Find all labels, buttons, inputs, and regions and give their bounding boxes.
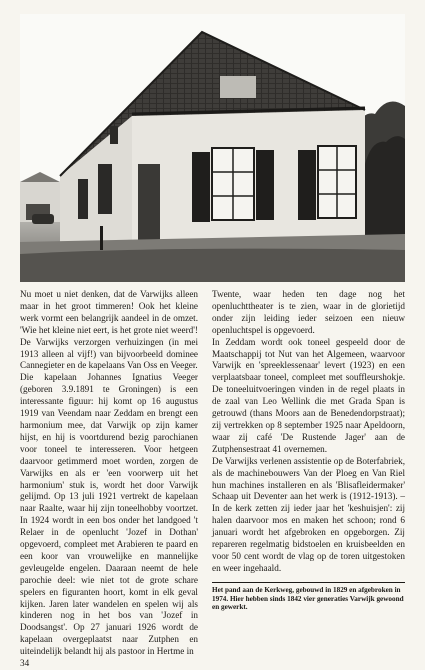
right-text-column xyxy=(212,289,405,575)
left-text-column xyxy=(20,289,198,670)
left-paragraph: Nu moet u niet denken, dat de Varwijks alleen maar in het groot timmeren! Ook het kleine werk vormt een belangrijk aandeel in de omzet. 'Wie het kleine niet eert, is het grote niet weerd'! xyxy=(20,289,198,335)
right-paragraph: Twente, waar heden ten dage nog het openluchttheater is te zien, waar in de glorietijd onder zijn leiding ieder seizoen een nieuw openluchtspel is opgevoerd. xyxy=(212,289,405,335)
left-paragraph: Die kapelaan Johannes Ignatius Veeger (geboren 3.9.1891 te Groningen) is een interessante figuur: hij komt op 16 augustus 1919 van Veendam naar Zeddam en brengt een harmonium mee, dat Varwijk op zijn kamer hijst, en hij is voortdurend bezig parochianen voor toneel te interesseren. Voor hetgeen daarvoor getimmerd moet worden, zorgen de Varwijks en als er 'een voorwerp uit het harmonium' stuk is, wordt het door Varwijk gelijmd. Op 13 juli 1921 vertrekt de kapelaan naar Raalte, waar hij zijn toneelhobby voortzet. In 1924 wordt in een bos onder het landgoed 't Relaer in de openlucht 'Jozef in Dothan' opgevoerd, compleet met Arabieren te paard en een koor van vrouwelijke en mannelijke gevleugelde engelen. Daaraan neemt de hele parochie deel: wie niet tot de grote schare spelers en figuranten hoort, komt in elk geval kijken. Jaren later wandelen en spelen wij als kinderen nog in het bos van 'Jozef in Doodsangst'. Op 27 januari 1926 wordt de kapelaan overgeplaatst naar Zutphen en uiteindelijk belandt hij als pastoor in Hertme in xyxy=(20,372,198,657)
house-photo xyxy=(20,14,405,282)
left-paragraph: De Varwijks verzorgen verhuizingen (in mei 1913 alleen al vijf!) van bijvoorbeeld dominee Cannegieter en de kapelaans Van Oss en Veeger. xyxy=(20,336,198,371)
right-paragraph: De Varwijks verlenen assistentie op de Boterfabriek, als de machinebouwers Van der Ploeg en Van Riel hun machines installeren en als 'Blisafleidermaker' Schaap uit Deventer aan het werk is (1912-1913). – In de kerk zetten zij ieder jaar het 'keshuisjen': zij halen daarvoor mos en maken het schoon; rond 6 januari wordt het afgebroken en opgeborgen. Zij repareren regelmatig bidstoelen en kruisbeelden en voor 50 cent wordt de vlag op de toren uitgestoken en weer ingehaald. xyxy=(212,455,405,573)
page-number: 34 xyxy=(20,658,30,669)
right-paragraph: In Zeddam wordt ook toneel gespeeld door de Maatschappij tot Nut van het Algemeen, waarvoor Varwijk en 'spreeklessenaar' levert (1923) en een verplaatsbaar toneel, compleet met souffleurshokje. De toneeluitvoeringen vinden in de regel plaats in de zaal van Leo Wellink die met Grada Span is getrouwd (thans Moors aan de Benedendorpstraat); zij vertrekken op 8 september 1925 naar Apeldoorn, waar zij café 'De Rustende Jager' aan de Zutphensestraat 41 overnemen. xyxy=(212,336,405,454)
house-photo-icon xyxy=(20,14,405,282)
photo-caption: Het pand aan de Kerkweg, gebouwd in 1829 en afgebroken in 1974. Hier hebben sinds 1842 vier generaties Varwijk gewoond en gewerkt. xyxy=(212,582,405,612)
